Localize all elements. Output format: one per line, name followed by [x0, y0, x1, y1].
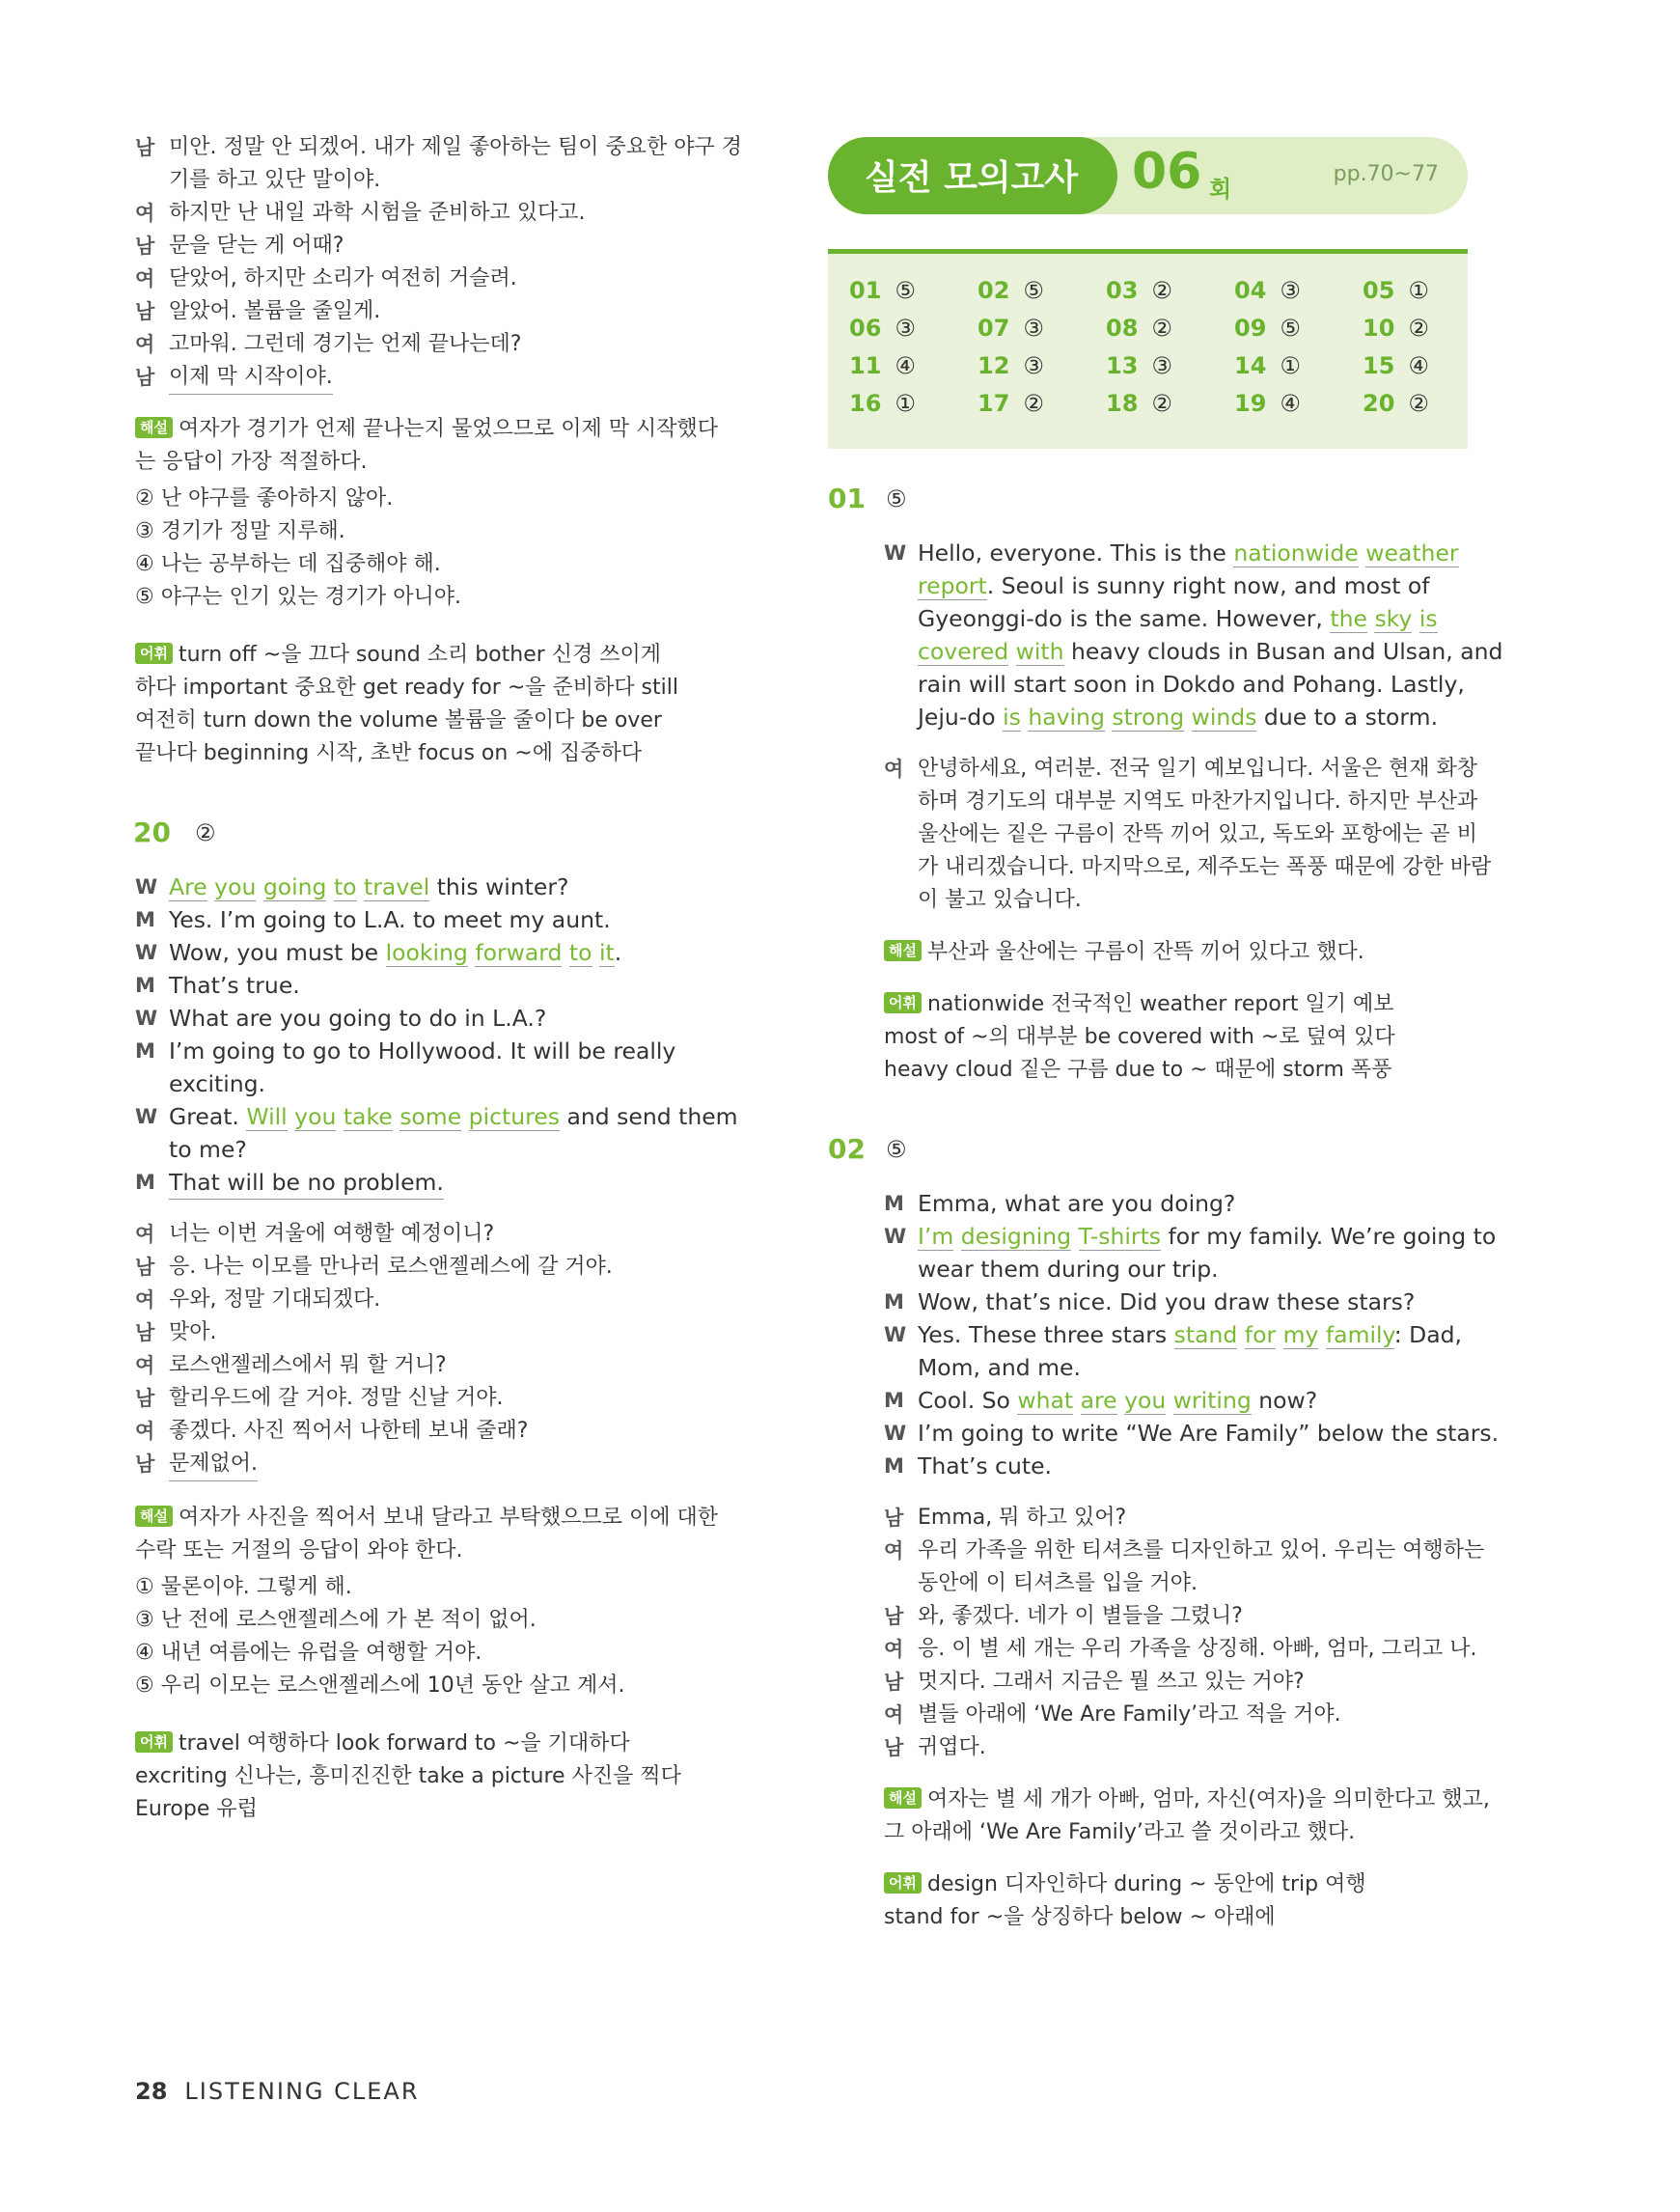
- vocab-line: heavy cloud 짙은 구름 due to ~ 때문에 storm 폭풍: [884, 1058, 1392, 1082]
- explanation-cont: 그 아래에 ‘We Are Family’라고 쓸 것이라고 했다.: [884, 1820, 1356, 1844]
- answer-key-choice: ③: [1023, 352, 1044, 379]
- vocab-line: 어휘 nationwide 전국적인 weather report 일기 예보: [884, 988, 1394, 1021]
- vocab-line: 하다 important 중요한 get ready for ~을 준비하다 still: [135, 676, 678, 700]
- explanation: 해설 부산과 울산에는 구름이 잔뜩 끼어 있다고 했다.: [884, 936, 1364, 969]
- explanation-tag: 해설: [135, 417, 173, 438]
- answer-key-item: [849, 389, 916, 418]
- answer-key-number: 03: [1106, 277, 1139, 304]
- answer-key-item: [978, 389, 1044, 418]
- answer-key-number: 12: [978, 352, 1010, 379]
- answer-key-number: 05: [1363, 277, 1395, 304]
- question-answer: ②: [195, 819, 216, 846]
- answer-key-item: [1106, 389, 1172, 418]
- vocab-tag: 어휘: [884, 992, 922, 1013]
- answer-key-choice: ④: [1408, 352, 1429, 379]
- answer-key-number: 09: [1234, 315, 1267, 342]
- test-banner: [828, 137, 1468, 214]
- answer-key: [828, 249, 1468, 449]
- answer-key-number: 13: [1106, 352, 1139, 379]
- page-footer: [135, 2078, 420, 2105]
- vocab-line: most of ~의 대부분 be covered with ~로 덮여 있다: [884, 1025, 1395, 1049]
- answer-key-choice: ③: [1280, 277, 1301, 304]
- vocab-tag: 어휘: [884, 1872, 922, 1894]
- answer-key-number: 07: [978, 315, 1010, 342]
- banner-number: 06: [1132, 143, 1202, 201]
- vocab-line: 어휘 travel 여행하다 look forward to ~을 기대하다: [135, 1728, 630, 1760]
- explanation: 해설 여자가 사진을 찍어서 보내 달라고 부탁했으므로 이에 대한: [135, 1502, 718, 1535]
- vocab-line: 여전히 turn down the volume 볼륨을 줄이다 be over: [135, 708, 662, 733]
- answer-key-item: [849, 276, 916, 305]
- answer-key-choice: ②: [1151, 277, 1172, 304]
- answer-key-choice: ④: [895, 352, 916, 379]
- vocab-line: 끝나다 beginning 시작, 초반 focus on ~에 집중하다: [135, 741, 642, 765]
- answer-key-item: [849, 314, 916, 343]
- answer-key-choice: ①: [895, 390, 916, 417]
- answer-key-choice: ②: [1023, 390, 1044, 417]
- answer-key-choice: ①: [1280, 352, 1301, 379]
- answer-key-number: 06: [849, 315, 882, 342]
- explanation-cont: 는 응답이 가장 적절하다.: [135, 450, 368, 474]
- answer-key-number: 20: [1363, 390, 1395, 417]
- explanation-tag: 해설: [884, 940, 922, 961]
- vocab-line: 어휘 turn off ~을 끄다 sound 소리 bother 신경 쓰이게: [135, 639, 661, 672]
- answer-key-choice: ②: [1408, 315, 1429, 342]
- explanation-cont: 수락 또는 거절의 응답이 와야 한다.: [135, 1538, 463, 1562]
- book-title: LISTENING CLEAR: [184, 2078, 420, 2105]
- answer-key-number: 14: [1234, 352, 1267, 379]
- answer-key-choice: ③: [1151, 352, 1172, 379]
- explanation-tag: 해설: [135, 1506, 173, 1527]
- question-answer: ⑤: [886, 1136, 907, 1163]
- explanation-tag: 해설: [884, 1787, 922, 1809]
- answer-key-item: [1106, 276, 1172, 305]
- answer-key-number: 01: [849, 277, 882, 304]
- option-line: ④ 내년 여름에는 유럽을 여행할 거야.: [135, 1641, 482, 1665]
- explanation: 해설 여자는 별 세 개가 아빠, 엄마, 자신(여자)을 의미한다고 했고,: [884, 1783, 1490, 1816]
- answer-key-choice: ③: [895, 315, 916, 342]
- answer-key-choice: ⑤: [895, 277, 916, 304]
- banner-suffix: 회: [1209, 176, 1232, 203]
- vocab-line: Europe 유럽: [135, 1797, 258, 1821]
- answer-key-number: 11: [849, 352, 882, 379]
- vocab-tag: 어휘: [135, 1731, 173, 1753]
- answer-key-number: 18: [1106, 390, 1139, 417]
- banner-title: 실전 모의고사: [865, 158, 1079, 198]
- question-number: 20: [133, 816, 171, 848]
- answer-key-item: [1106, 314, 1172, 343]
- answer-key-item: [1363, 314, 1429, 343]
- answer-key-choice: ②: [1151, 315, 1172, 342]
- banner-pages: pp.70~77: [1333, 162, 1439, 186]
- answer-key-item: [1234, 351, 1301, 380]
- vocab-tag: 어휘: [135, 643, 173, 664]
- question-answer: ⑤: [886, 485, 907, 512]
- answer-key-item: [1106, 351, 1172, 380]
- answer-key-choice: ③: [1023, 315, 1044, 342]
- answer-key-number: 10: [1363, 315, 1395, 342]
- answer-key-item: [978, 276, 1044, 305]
- option-line: ③ 난 전에 로스앤젤레스에 가 본 적이 없어.: [135, 1608, 537, 1632]
- vocab-line: excriting 신나는, 흥미진진한 take a picture 사진을 찍다: [135, 1764, 681, 1788]
- answer-key-choice: ①: [1408, 277, 1429, 304]
- answer-key-number: 17: [978, 390, 1010, 417]
- answer-key-item: [978, 314, 1044, 343]
- answer-key-item: [1234, 314, 1301, 343]
- answer-key-item: [1363, 276, 1429, 305]
- answer-key-number: 08: [1106, 315, 1139, 342]
- option-line: ① 물론이야. 그렇게 해.: [135, 1575, 352, 1599]
- answer-key-choice: ②: [1408, 390, 1429, 417]
- answer-key-item: [1234, 389, 1301, 418]
- answer-key-choice: ④: [1280, 390, 1301, 417]
- answer-key-item: [1363, 351, 1429, 380]
- answer-key-number: 02: [978, 277, 1010, 304]
- explanation: 해설 여자가 경기가 언제 끝나는지 물었으므로 이제 막 시작했다: [135, 413, 718, 446]
- answer-key-number: 16: [849, 390, 882, 417]
- answer-key-choice: ②: [1151, 390, 1172, 417]
- question-number: 01: [828, 483, 866, 514]
- answer-key-item: [849, 351, 916, 380]
- answer-key-number: 04: [1234, 277, 1267, 304]
- option-line: ② 난 야구를 좋아하지 않아.: [135, 486, 394, 511]
- answer-key-choice: ⑤: [1023, 277, 1044, 304]
- option-line: ③ 경기가 정말 지루해.: [135, 519, 345, 543]
- answer-key-number: 19: [1234, 390, 1267, 417]
- vocab-line: stand for ~을 상징하다 below ~ 아래에: [884, 1905, 1276, 1929]
- vocab-line: 어휘 design 디자인하다 during ~ 동안에 trip 여행: [884, 1868, 1366, 1901]
- answer-key-number: 15: [1363, 352, 1395, 379]
- answer-key-item: [1234, 276, 1301, 305]
- option-line: ⑤ 우리 이모는 로스앤젤레스에 10년 동안 살고 계셔.: [135, 1673, 625, 1698]
- page-number: 28: [135, 2078, 168, 2105]
- option-line: ⑤ 야구는 인기 있는 경기가 아니야.: [135, 585, 461, 609]
- option-line: ④ 나는 공부하는 데 집중해야 해.: [135, 552, 441, 576]
- answer-key-item: [1363, 389, 1429, 418]
- question-number: 02: [828, 1133, 866, 1165]
- answer-key-item: [978, 351, 1044, 380]
- answer-key-choice: ⑤: [1280, 315, 1301, 342]
